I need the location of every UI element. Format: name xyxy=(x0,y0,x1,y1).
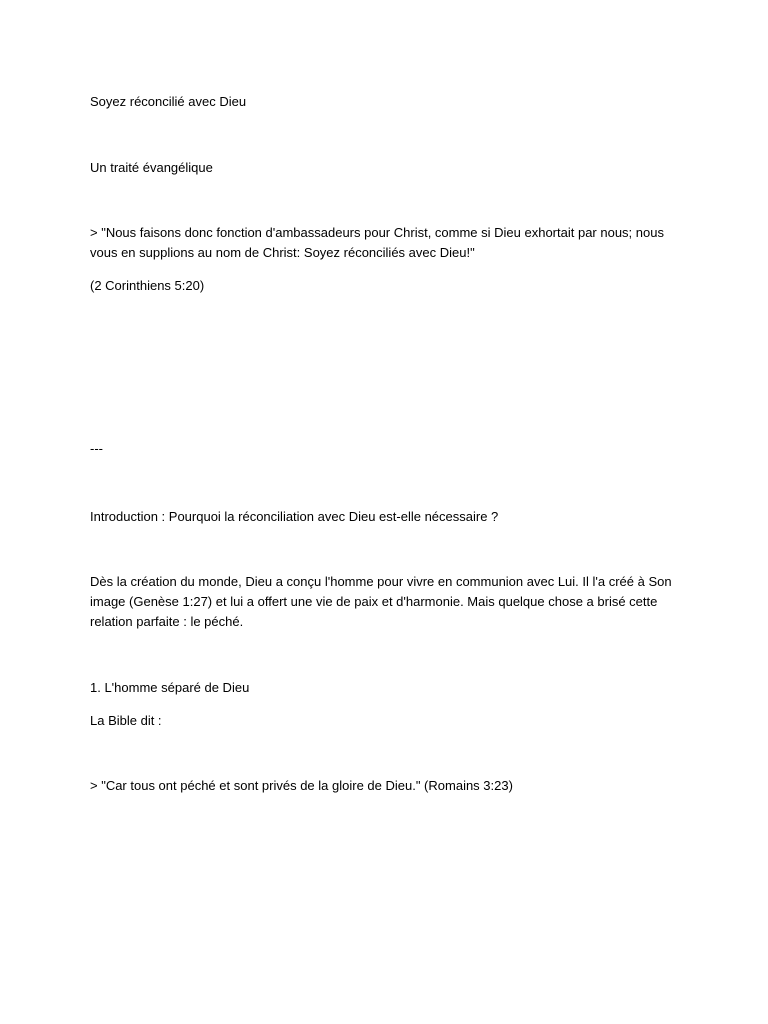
document-subtitle: Un traité évangélique xyxy=(90,160,213,175)
bible-says-text: La Bible dit : xyxy=(90,713,162,728)
section-heading: 1. L'homme séparé de Dieu xyxy=(90,680,250,695)
introduction-paragraph: Dès la création du monde, Dieu a conçu l'homme pour vivre en communion avec Lui. Il l'a créé à Son image (Genèse 1:27) et lui a offert une vie de paix et d'harmonie. Mais quelque chose a brisé cette relation parfaite : le péché. xyxy=(90,574,672,629)
scripture-quote: > "Nous faisons donc fonction d'ambassadeurs pour Christ, comme si Dieu exhortait par nous; nous vous en supplions au nom de Christ: Soyez réconciliés avec Dieu!" xyxy=(90,225,664,260)
section-divider: --- xyxy=(90,441,103,456)
scripture-quote-romans: > "Car tous ont péché et sont privés de la gloire de Dieu." (Romains 3:23) xyxy=(90,778,513,793)
introduction-heading: Introduction : Pourquoi la réconciliation avec Dieu est-elle nécessaire ? xyxy=(90,509,499,524)
document-title: Soyez réconcilié avec Dieu xyxy=(90,94,247,109)
scripture-reference: (2 Corinthiens 5:20) xyxy=(90,278,205,293)
